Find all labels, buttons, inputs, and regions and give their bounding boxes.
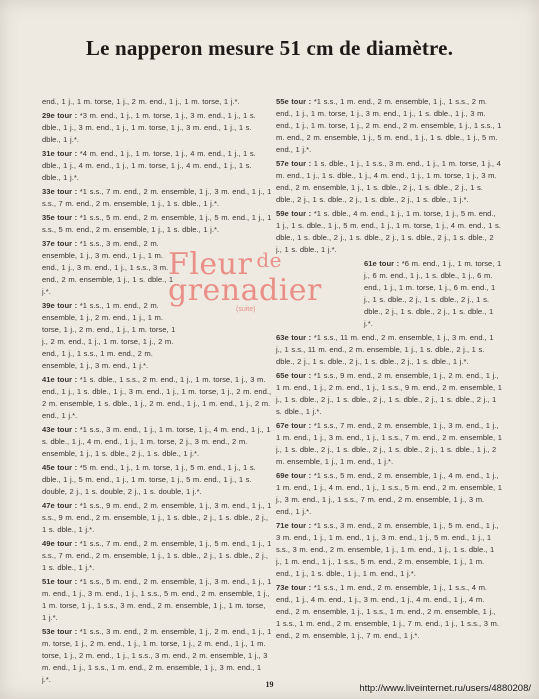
instruction-paragraph [276,420,502,468]
row-label: 45e tour : [42,463,78,472]
instruction-paragraph [276,158,502,206]
row-label: 41e tour : [42,375,78,384]
row-text: *1 s.s., 7 m. end., 2 m. ensemble, 1 j., 3 m. end., 1 j., 1 m. end., 1 j., 3 m. end., 1 j., 1 s.s., 7 m. end., 2 m. ensemble, 1 j., 1 s. dble., 2 j., 1 s. dble., 2 j., 1 s. dble., 2 j., 1 s. dble., 1 j., 2 m. ensemble, 1 j., 1 m. end., 1 j.*. [276,421,502,466]
row-label: 43e tour : [42,425,78,434]
row-text: *1 s.s., 5 m. end., 2 m. ensemble, 1 j., 4 m. end., 1 j., 1 m. end., 1 j., 4 m. end., 1 j., 1 s.s., 5 m. end., 2 m. ensemble, 1 j., 3 m. end., 1 j., 1 s.s., 7 m. end., 2 m. ensemble, 1 j., 3 m. end., 1 j.*. [276,471,502,516]
row-text: *1 s.s., 3 m. end., 2 m. ensemble, 1 j., 5 m. end., 1 j., 3 m. end., 1 j., 1 m. end., 1 j., 3 m. end., 1 j., 5 m. end., 1 j., 1 s.s., 3 m. end., 2 m. ensemble, 1 j., 1 m. end., 1 j., 1 s. dble., 1 j., 1 m. end., 1 j., 1 s.s., 5 m. end., 2 m. ensemble, 1 j., 1 m. end., 1 j., 1 s. dble., 1 j., 1 m. end., 1 j.*. [276,521,499,578]
row-label: 69e tour : [276,471,312,480]
right-column [276,96,502,644]
row-text: *1 s.s., 1 m. end., 2 m. ensemble, 1 j., 2 m. end., 1 j., 1 m. torse, 1 j., 2 m. end., 1 j., 1 m. torse, 1 j., 2 m. end., 1 j., 1 m. torse, 1 j., 2 m. end., 1 j., 1 s.s., 1 m. end., 2 m. ensemble, 1 j., 3 m. end., 1 j.*. [42,301,176,370]
left-column [42,96,272,688]
instruction-paragraph [276,208,502,256]
instruction-paragraph [42,462,272,498]
row-text: *5 m. end., 1 j., 1 m. torse, 1 j., 5 m. end., 1 j., 1 s. dble., 1 j., 5 m. end., 1 j., 1 m. torse, 1 j., 5 m. end., 1 j., 1 s. double, 2 j., 1 s. double, 2 j., 1 s. double, 1 j.*. [42,463,256,496]
row-text: *1 s. dble., 1 s.s., 2 m. end., 1 j., 1 m. torse, 1 j., 3 m. end., 1 j., 1 s. dble., 1 j., 3 m. end., 1 j., 1 m. torse, 1 j., 2 m. end., 2 m. ensemble, 1 s. dble., 1 j., 2 m. end., 1 j., 1 m. end., 1 j., 2 m. end., 1 j.*. [42,375,272,420]
row-text: *1 s.s., 5 m. end., 2 m. ensemble, 1 j., 5 m. end., 1 j., 1 s.s., 5 m. end., 2 m. ensemble, 1 j., 1 s. dble., 1 j.*. [42,213,272,234]
row-label: 49e tour : [42,539,78,548]
instruction-paragraph [42,576,272,624]
instruction-paragraph [276,332,502,368]
row-text: *1 s.s., 9 m. end., 2 m. ensemble, 1 j., 3 m. end., 1 j., 1 s.s., 9 m. end., 2 m. ensemble, 1 j., 1 s. dble., 2 j., 1 s. dble., 2 j., 1 s. dble., 1 j.*. [42,501,272,534]
instruction-paragraph [276,96,502,156]
instruction-paragraph [42,500,272,536]
row-text: end., 1 j., 1 m. torse, 1 j., 2 m. end., 1 j., 1 m. torse, 1 j.*. [42,97,240,106]
row-label: 57e tour : [276,159,312,168]
instruction-paragraph [42,148,272,184]
instruction-paragraph [276,582,502,642]
row-label: 39e tour : [42,301,78,310]
instruction-paragraph [364,258,502,330]
heading-word-de: de [256,248,282,272]
row-label: 63e tour : [276,333,312,342]
row-text: *4 m. end., 1 j., 1 m. torse, 1 j., 4 m. end., 1 j., 1 s. dble., 1 j., 4 m. end., 1 j., 1 m. torse, 1 j., 4 m. end., 1 j., 1 s. dble., 1 j.*. [42,149,256,182]
row-label: 53e tour : [42,627,78,636]
row-label: 65e tour : [276,371,312,380]
instruction-paragraph [42,186,272,210]
instruction-paragraph [42,424,272,460]
row-label: 33e tour : [42,187,78,196]
row-text: *1 s.s., 7 m. end., 2 m. ensemble, 1 j., 5 m. end., 1 j., 1 s.s., 7 m. end., 2 m. ensemble, 1 j., 1 s. dble., 2 j., 1 s. dble., 2 j., 1 s. dble., 1 j.*. [42,539,272,572]
row-text: *1 s.s., 3 m. end., 2 m. ensemble, 1 j., 3 m. end., 1 j., 1 m. end., 1 j., 3 m. end., 1 j., 1 s.s., 3 m. end., 2 m. ensemble, 1 j., 1 s. dble., 1 j.*. [42,239,174,296]
row-text: 1 s. dble., 1 j., 1 s.s., 3 m. end., 1 j., 1 m. torse, 1 j., 4 m. end., 1 j., 1 s. dble., 1 j., 4 m. end., 1 j., 1 m. torse, 1 j., 3 m. end., 2 m. ensemble, 1 j., 1 s. dble., 2 j., 1 s. dble., 2 j., 1 s. dble., 2 j., 1 s. dble., 2 j., 1 s. dble., 2 j., 1 s. dble., 1 j.*. [276,159,501,204]
row-label: 59e tour : [276,209,312,218]
row-label: 31e tour : [42,149,78,158]
row-text: *1 s.s., 3 m. end., 2 m. ensemble, 1 j., 2 m. end., 1 j., 1 m. torse, 1 j., 2 m. end., 1 j., 1 m. torse, 1 j., 2 m. end., 1 j., 1 m. torse, 1 j., 2 m. end., 1 j., 1 s.s., 3 m. end., 2 m. ensemble, 1 j., 3 m. end., 1 j., 1 s.s., 1 m. end., 2 m. ensemble, 1 j., 3 m. end., 1 j.*. [42,627,272,684]
row-text: *1 s.s., 1 m. end., 2 m. ensemble, 1 j., 1 s.s., 2 m. end., 1 j., 1 m. torse, 1 j., 3 m. end., 1 j., 1 s. dble., 1 j., 3 m. end., 1 j., 1 m. torse, 1 j., 2 m. end., 2 m. ensemble, 1 j., 1 s.s., 1 m. end., 2 m. ensemble, 1 j., 5 m. end., 1 j., 1 s. dble., 1 j., 5 m. end., 1 j.*. [276,97,502,154]
instruction-paragraph [42,110,272,146]
row-text: *3 m. end., 1 j., 1 m. torse, 1 j., 3 m. end., 1 j., 1 s. dble., 1 j., 3 m. end., 1 j., 1 m. torse, 1 j., 3 m. end., 1 j., 1 s. dble., 1 j.*. [42,111,256,144]
instruction-paragraph [42,538,272,574]
instruction-paragraph [276,470,502,518]
row-label: 35e tour : [42,213,78,222]
row-text: *1 s. dble., 4 m. end., 1 j., 1 m. torse, 1 j., 5 m. end., 1 j., 1 s. dble., 1 j., 5 m. end., 1 j., 1 m. torse, 1 j., 4 m. end., 1 s. dble., 1 s. dble., 2 j., 1 s. dble., 2 j., 1 s. dble., 2 j., 1 s. dble., 2 j., 1 s. dble., 1 j.*. [276,209,501,254]
instruction-paragraph [276,520,502,580]
row-label: 51e tour : [42,577,78,586]
instruction-paragraph [276,370,502,418]
row-label: 73e tour : [276,583,312,592]
row-text: *1 s.s., 1 m. end., 2 m. ensemble, 1 j., 1 s.s., 4 m. end., 1 j., 4 m. end., 1 j., 3 m. end., 1 j., 4 m. end., 1 j., 4 m. end., 2 m. ensemble, 1 j., 1 s.s., 1 m. end., 2 m. ensemble, 1 j., 1 s.s., 1 m. end., 2 m. ensemble, 1 j., 7 m. end., 1 j., 1 s.s., 3 m. end., 2 m. ensemble, 1 j., 7 m. end., 1 j.*. [276,583,499,640]
heading-subtitle: (suite) [236,306,256,313]
instruction-paragraph [42,300,182,372]
page-title: Le napperon mesure 51 cm de diamètre. [85,36,454,60]
row-label: 61e tour : [364,259,400,268]
row-text: *1 s.s., 3 m. end., 1 j., 1 m. torse, 1 j., 4 m. end., 1 j., 1 s. dble., 1 j., 4 m. end., 1 j., 1 m. torse, 2 j., 3 m. end., 2 m. ensemble, 1 j., 1 s. dble., 2 j., 1 s. dble., 1 j.*. [42,425,271,458]
page-number: 19 [265,680,274,689]
instruction-paragraph [42,212,272,236]
row-label: 47e tour : [42,501,78,510]
row-label: 29e tour : [42,111,78,120]
instruction-paragraph [42,96,272,108]
row-label: 37e tour : [42,239,78,248]
instruction-paragraph [42,374,272,422]
heading-word-grenadier: grenadier [168,273,322,308]
row-label: 71e tour : [276,521,312,530]
row-text: *6 m. end., 1 j., 1 m. torse, 1 j., 6 m. end., 1 j., 1 s. dble., 1 j., 6 m. end., 1 j., 1 m. torse, 1 j., 6 m. end., 1 j., 1 s. dble., 2 j., 1 s. dble., 2 j., 1 s. dble., 2 j., 1 s. dble., 2 j., 1 s. dble., 1 j.*. [364,259,502,328]
row-text: *1 s.s., 11 m. end., 2 m. ensemble, 1 j., 3 m. end., 1 j., 1 s.s., 11 m. end., 2 m. ensemble, 1 j., 1 s. dble., 2 j., 1 s. dble., 2 j., 1 s. dble., 2 j., 1 s. dble., 2 j., 1 s. dble., 1 j.*. [276,333,494,366]
row-label: 67e tour : [276,421,312,430]
heading-word-fleur: Fleur [168,247,253,282]
row-text: *1 s.s., 7 m. end., 2 m. ensemble, 1 j., 3 m. end., 1 j., 1 s.s., 7 m. end., 2 m. ensemble, 1 j., 1 s. dble., 1 j.*. [42,187,272,208]
row-text: *1 s.s., 5 m. end., 2 m. ensemble, 1 j., 3 m. end., 1 j., 1 m. end., 1 j., 3 m. end., 1 j., 1 s.s., 5 m. end., 2 m. ensemble, 1 j., 1 m. torse, 1 j., 1 s.s., 3 m. end., 2 m. ensemble, 1 j., 1 m. torse, 1 j.*. [42,577,272,622]
row-label: 55e tour : [276,97,312,106]
instruction-paragraph [42,238,182,298]
instruction-paragraph [42,626,272,686]
row-text: *1 s.s., 9 m. end., 2 m. ensemble, 1 j., 2 m. end., 1 j., 1 m. end., 1 j., 2 m. end., 1 j., 1 s.s., 9 m. end., 2 m. ensemble, 1 j., 1 s. dble., 2 j., 1 s. dble., 2 j., 1 s. dble., 2 j., 1 s. dble., 2 j., 1 s. dble., 1 j.*. [276,371,502,416]
watermark-url: http://www.liveinternet.ru/users/4880208/ [359,683,531,694]
